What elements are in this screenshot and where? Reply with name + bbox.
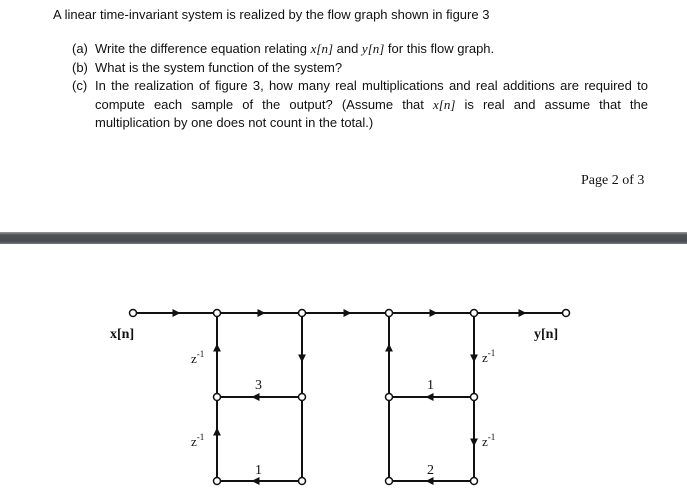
delay-label: $z^{-1}$ [482,432,496,449]
gain-label-left-upper: 3 [255,378,262,393]
gain-label-right-lower: 2 [427,463,434,478]
text-segment: Write the difference equation relating [95,41,311,56]
text-segment: In the realization of figure 3, how many real multiplications and real additions are required to compute each sample of the output? (Assume that [95,78,648,112]
flow-graph-branches [135,313,564,481]
question-item [72,40,648,59]
text-segment: for this flow graph. [384,41,495,56]
node [471,478,478,485]
delay-label: $z^{-1}$ [191,349,205,366]
question-label: (a) [72,41,88,56]
output-node [563,310,570,317]
node [299,310,306,317]
question-text [95,59,648,78]
node [214,394,221,401]
page-number: Page 2 of 3 [581,173,645,188]
math-symbol: x[n] [433,96,456,112]
node [214,478,221,485]
node [471,394,478,401]
node [214,310,221,317]
text-segment: What is the system function of the system? [95,59,343,75]
flow-graph-nodes [130,310,570,485]
problem-intro: A linear time-invariant system is realized by the flow graph shown in figure 3 [53,7,490,22]
question-label: (c) [72,78,88,93]
figure-page [0,244,687,500]
flow-graph-figure [0,244,687,500]
math-symbol: x[n] [310,41,333,56]
output-label: y[n] [534,327,559,342]
delay-label: $z^{-1}$ [191,432,205,449]
text-segment: is real and assume that the multiplication by one does not count in the total.) [95,96,648,130]
question-text [95,77,648,133]
question-item [72,59,648,78]
question-label: (b) [72,59,88,75]
node [386,394,393,401]
text-segment: and [333,41,362,56]
gain-label-right-upper: 1 [427,378,434,393]
node [299,394,306,401]
node [299,478,306,485]
node [471,310,478,317]
question-list [72,40,648,133]
question-item [72,77,648,133]
input-node [130,310,137,317]
node [386,478,393,485]
node [386,310,393,317]
math-symbol: y[n] [361,41,385,56]
input-label: x[n] [110,327,135,342]
document-page [0,0,687,232]
gain-label-left-lower: 1 [255,463,262,478]
delay-label: $z^{-1}$ [482,348,496,365]
page-divider [0,232,687,244]
question-text [95,40,648,59]
